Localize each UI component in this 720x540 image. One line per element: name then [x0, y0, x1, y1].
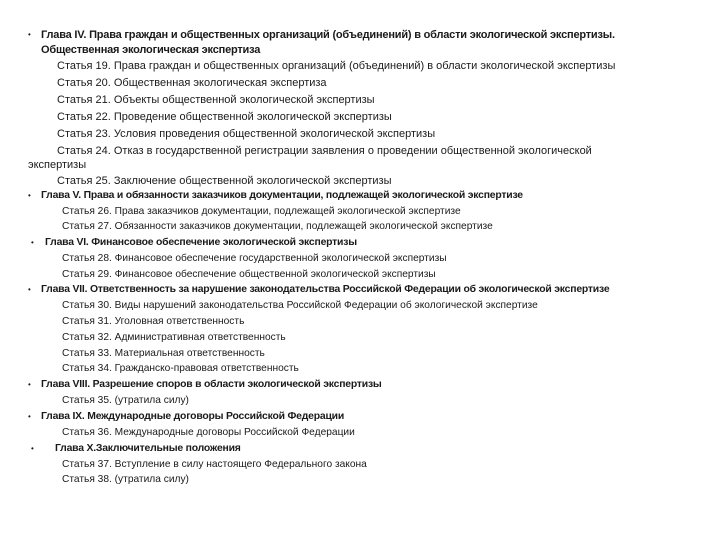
article-24-continued: экспертизы: [28, 159, 87, 171]
article-19: Статья 19. Права граждан и общественных организаций (объединений) в области экологической экспертизы: [57, 60, 616, 72]
article-25: Статья 25. Заключение общественной экологической экспертизы: [57, 175, 392, 187]
bullet: •: [31, 444, 34, 453]
chapter-4-title: Глава IV. Права граждан и общественных организаций (объединений) в области экологической экспертизы.: [41, 29, 615, 41]
article-31: Статья 31. Уголовная ответственность: [62, 316, 245, 327]
article-29: Статья 29. Финансовое обеспечение общественной экологической экспертизы: [62, 269, 436, 280]
chapter-8-title: Глава VIII. Разрешение споров в области экологической экспертизы: [41, 379, 382, 390]
bullet: •: [28, 285, 31, 294]
article-30: Статья 30. Виды нарушений законодательства Российской Федерации об экологической экспертизе: [62, 300, 538, 311]
article-26: Статья 26. Права заказчиков документации, подлежащей экологической экспертизе: [62, 206, 461, 217]
chapter-9-title: Глава IX. Международные договоры Российской Федерации: [41, 411, 345, 422]
article-22: Статья 22. Проведение общественной экологической экспертизы: [57, 111, 392, 123]
bullet: •: [28, 191, 31, 200]
chapter-7-title: Глава VII. Ответственность за нарушение законодательства Российской Федерации об экологической экспертизе: [41, 284, 610, 295]
bullet: •: [28, 412, 31, 421]
article-27: Статья 27. Обязанности заказчиков документации, подлежащей экологической экспертизе: [62, 221, 493, 232]
article-20: Статья 20. Общественная экологическая экспертиза: [57, 77, 327, 89]
article-35: Статья 35. (утратила силу): [62, 395, 189, 406]
chapter-4-title-continued: Общественная экологическая экспертиза: [41, 44, 261, 56]
article-36: Статья 36. Международные договоры Российской Федерации: [62, 427, 355, 438]
article-32: Статья 32. Административная ответственность: [62, 332, 286, 343]
article-33: Статья 33. Материальная ответственность: [62, 348, 265, 359]
article-37: Статья 37. Вступление в силу настоящего Федерального закона: [62, 459, 367, 470]
bullet: •: [28, 380, 31, 389]
article-24: Статья 24. Отказ в государственной регистрации заявления о проведении общественной экологической: [57, 145, 592, 157]
chapter-6-title: Глава VI. Финансовое обеспечение экологической экспертизы: [45, 237, 357, 248]
bullet: •: [31, 238, 34, 247]
bullet: •: [28, 30, 31, 39]
article-21: Статья 21. Объекты общественной экологической экспертизы: [57, 94, 375, 106]
article-23: Статья 23. Условия проведения общественной экологической экспертизы: [57, 128, 436, 140]
chapter-5-title: Глава V. Права и обязанности заказчиков документации, подлежащей экологической экспертизе: [41, 190, 523, 201]
article-38: Статья 38. (утратила силу): [62, 474, 189, 485]
article-28: Статья 28. Финансовое обеспечение государственной экологической экспертизы: [62, 253, 447, 264]
chapter-10-title: Глава X.Заключительные положения: [55, 443, 241, 454]
article-34: Статья 34. Гражданско-правовая ответственность: [62, 363, 299, 374]
